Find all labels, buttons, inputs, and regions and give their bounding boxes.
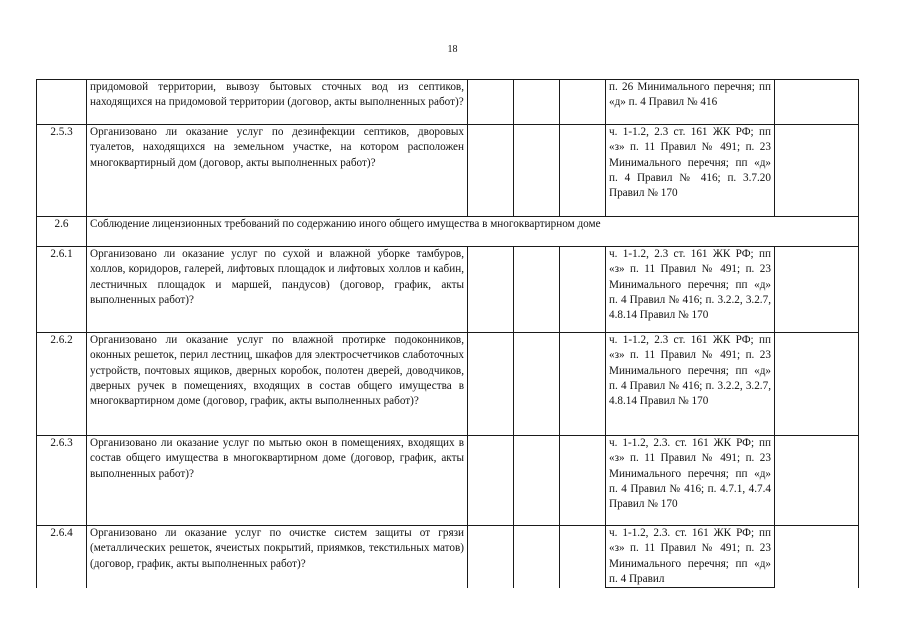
legal-reference: ч. 1-1.2, 2.3. ст. 161 ЖК РФ; пп «з» п. 11 Правил № 491; п. 23 Минимального перечня; пп «д» п. 4 Правил — [606, 526, 775, 588]
answer-yes-cell — [468, 80, 514, 125]
answer-yes-cell — [468, 247, 514, 333]
table-row — [37, 526, 859, 588]
checklist-table — [36, 79, 859, 588]
answer-yes-cell — [468, 333, 514, 436]
question-text: Организовано ли оказание услуг по сухой и влажной уборке тамбуров, холлов, коридоров, галерей, лифтовых площадок и лифтовых холлов и кабин, лестничных площадок и маршей, пандусов) (договор, график, акты выполненных работ)? — [87, 247, 468, 333]
answer-yes-cell — [468, 125, 514, 217]
page-number: 18 — [447, 44, 458, 55]
answer-na-cell — [560, 80, 606, 125]
section-number: 2.6 — [37, 217, 87, 247]
answer-no-cell — [514, 526, 560, 588]
legal-reference: п. 26 Минимального перечня; пп «д» п. 4 Правил № 416 — [606, 80, 775, 125]
question-text: Организовано ли оказание услуг по дезинфекции септиков, дворовых туалетов, находящихся на земельном участке, на котором расположен многоквартирный дом (договор, акты выполненных работ)? — [87, 125, 468, 217]
table-row — [37, 80, 859, 125]
answer-yes-cell — [468, 526, 514, 588]
table-row — [37, 247, 859, 333]
legal-reference: ч. 1-1.2, 2.3 ст. 161 ЖК РФ; пп «з» п. 11 Правил № 491; п. 23 Минимального перечня; пп «д» п. 4 Правил № 416; п. 3.7.20 Правил № 170 — [606, 125, 775, 217]
legal-reference: ч. 1-1.2, 2.3 ст. 161 ЖК РФ; пп «з» п. 11 Правил № 491; п. 23 Минимального перечня; пп «д» п. 4 Правил № 416; п. 3.2.2, 3.2.7, 4.8.14 Правил № 170 — [606, 333, 775, 436]
legal-reference: ч. 1-1.2, 2.3 ст. 161 ЖК РФ; пп «з» п. 11 Правил № 491; п. 23 Минимального перечня; пп «д» п. 4 Правил № 416; п. 3.2.2, 3.2.7, 4.8.14 Правил № 170 — [606, 247, 775, 333]
answer-no-cell — [514, 333, 560, 436]
answer-na-cell — [560, 247, 606, 333]
question-text: Организовано ли оказание услуг по мытью окон в помещениях, входящих в состав общего имущества в многоквартирном доме (договор, график, акты выполненных работ)? — [87, 436, 468, 526]
row-number: 2.6.1 — [37, 247, 87, 333]
row-number: 2.5.3 — [37, 125, 87, 217]
row-number: 2.6.2 — [37, 333, 87, 436]
question-text: Организовано ли оказание услуг по очистке систем защиты от грязи (металлических решеток, ячеистых покрытий, приямков, текстильных матов) (договор, график, акты выполненных работ)? — [87, 526, 468, 588]
table-row — [37, 436, 859, 526]
answer-no-cell — [514, 80, 560, 125]
notes-cell — [775, 80, 859, 125]
answer-na-cell — [560, 333, 606, 436]
answer-yes-cell — [468, 436, 514, 526]
row-number: 2.6.3 — [37, 436, 87, 526]
notes-cell — [775, 436, 859, 526]
answer-na-cell — [560, 526, 606, 588]
row-number — [37, 80, 87, 125]
table-row — [37, 333, 859, 436]
notes-cell — [775, 526, 859, 588]
question-text: придомовой территории, вывозу бытовых сточных вод из септиков, находящихся на придомовой территории (договор, акты выполненных работ)? — [87, 80, 468, 125]
table-row — [37, 125, 859, 217]
notes-cell — [775, 125, 859, 217]
notes-cell — [775, 247, 859, 333]
row-number: 2.6.4 — [37, 526, 87, 588]
legal-reference: ч. 1-1.2, 2.3. ст. 161 ЖК РФ; пп «з» п. 11 Правил № 491; п. 23 Минимального перечня; пп «д» п. 4 Правил № 416; п. 4.7.1, 4.7.4 Правил № 170 — [606, 436, 775, 526]
notes-cell — [775, 333, 859, 436]
answer-no-cell — [514, 125, 560, 217]
answer-no-cell — [514, 436, 560, 526]
question-text: Организовано ли оказание услуг по влажной протирке подоконников, оконных решеток, перил лестниц, шкафов для электросчетчиков слаботочных устройств, почтовых ящиков, дверных коробок, полотен дверей, доводчиков, дверных ручек в помещениях, входящих в состав общего имущества в многоквартирном доме (договор, график, акты выполненных работ)? — [87, 333, 468, 436]
answer-no-cell — [514, 247, 560, 333]
answer-na-cell — [560, 436, 606, 526]
section-title: Соблюдение лицензионных требований по содержанию иного общего имущества в многоквартирном доме — [87, 217, 859, 247]
answer-na-cell — [560, 125, 606, 217]
section-row — [37, 217, 859, 247]
